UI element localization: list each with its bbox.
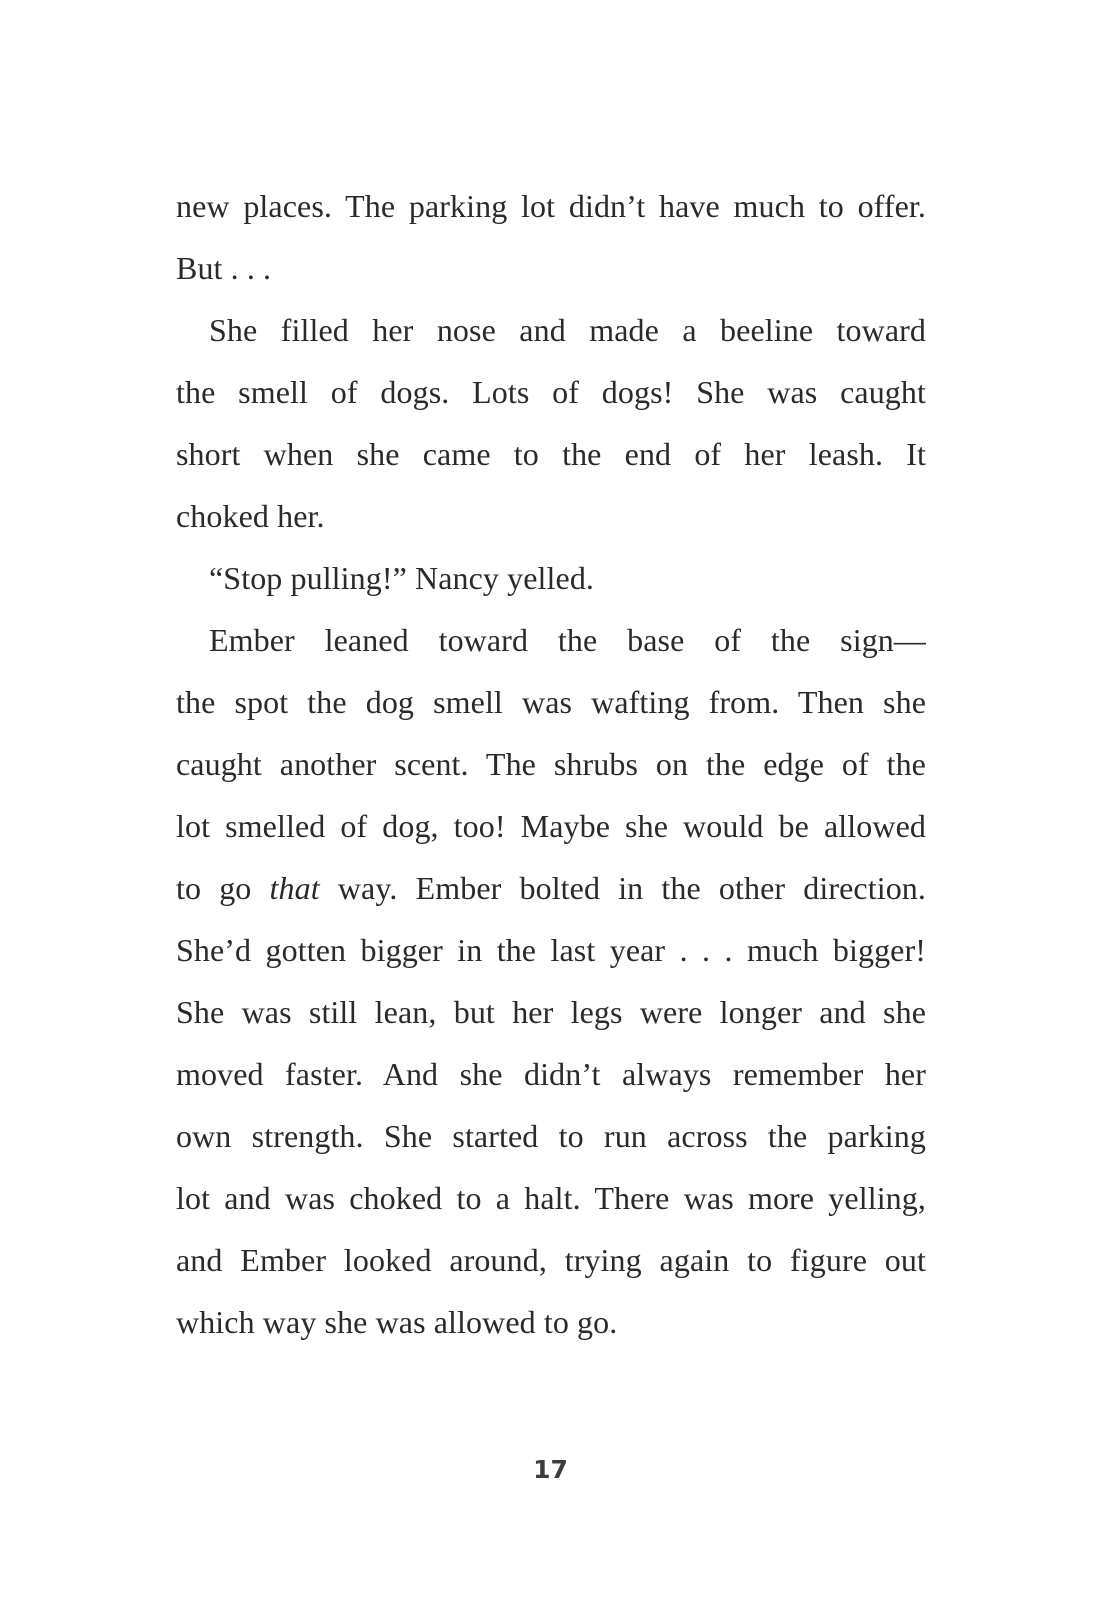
text-segment: to go bbox=[176, 870, 270, 906]
text-line: the smell of dogs. Lots of dogs! She was caught bbox=[176, 374, 926, 410]
text-line: lot smelled of dog, too! Maybe she would be allowed bbox=[176, 808, 926, 844]
text-line: new places. The parking lot didn’t have much to offer. bbox=[176, 188, 926, 224]
text-line: caught another scent. The shrubs on the edge of the bbox=[176, 746, 926, 782]
text-line: and Ember looked around, trying again to figure out bbox=[176, 1242, 926, 1278]
dialogue-line: “Stop pulling!” Nancy yelled. bbox=[209, 560, 595, 596]
text-line-with-emphasis bbox=[176, 868, 926, 908]
page-number: 17 bbox=[533, 1455, 568, 1484]
text-line: short when she came to the end of her leash. It bbox=[176, 436, 926, 472]
text-line: She was still lean, but her legs were longer and she bbox=[176, 994, 926, 1030]
text-line: But . . . bbox=[176, 250, 272, 286]
text-line: choked her. bbox=[176, 498, 325, 534]
text-line: own strength. She started to run across the parking bbox=[176, 1118, 926, 1154]
text-segment: way. Ember bolted in the other direction. bbox=[319, 870, 926, 906]
paragraph-first-line: She filled her nose and made a beeline toward bbox=[209, 312, 926, 348]
text-line: which way she was allowed to go. bbox=[176, 1304, 618, 1340]
paragraph-first-line: Ember leaned toward the base of the sign— bbox=[209, 622, 926, 658]
text-line: moved faster. And she didn’t always remember her bbox=[176, 1056, 926, 1092]
emphasized-word: that bbox=[269, 870, 320, 906]
text-line: lot and was choked to a halt. There was more yelling, bbox=[176, 1180, 926, 1216]
text-line: the spot the dog smell was wafting from. Then she bbox=[176, 684, 926, 720]
text-line: She’d gotten bigger in the last year . . . much bigger! bbox=[176, 932, 926, 968]
